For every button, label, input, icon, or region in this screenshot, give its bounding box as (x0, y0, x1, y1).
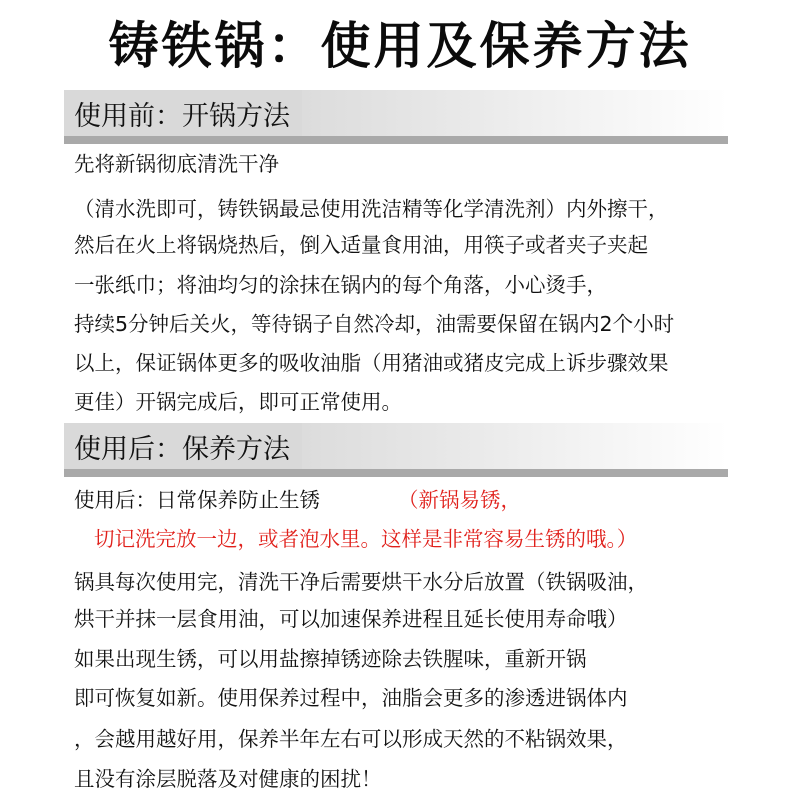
text-line: 更佳）开锅完成后，即可正常使用。 (74, 390, 402, 414)
section-divider (64, 469, 728, 477)
text-line: 且没有涂层脱落及对健康的困扰！ (74, 767, 382, 791)
warning-text: （新锅易锈， (398, 488, 521, 512)
page-title: 铸铁锅：使用及保养方法 (108, 16, 692, 75)
section-heading: 使用前：开锅方法 (64, 90, 302, 144)
text-line: 一张纸巾；将油均匀的涂抹在锅内的每个角落，小心烫手， (74, 273, 607, 297)
text-line: 先将新锅彻底清洗干净 (74, 152, 279, 176)
text-line: 烘干并抹一层食用油，可以加速保养进程且延长使用寿命哦） (74, 607, 628, 631)
text-line: 如果出现生锈，可以用盐擦掉锈迹除去铁腥味，重新开锅 (74, 647, 587, 671)
text-line: （清水洗即可，铸铁锅最忌使用洗洁精等化学清洗剂）内外擦干， (74, 197, 669, 221)
section-header-after-use (64, 423, 728, 477)
text-line: ，会越用越好用，保养半年左右可以形成天然的不粘锅效果， (74, 727, 628, 751)
text-line: 使用后：日常保养防止生锈 (74, 488, 320, 512)
section-header-before-use (64, 90, 728, 144)
section-heading: 使用后：保养方法 (64, 423, 302, 477)
warning-text: 切记洗完放一边，或者泡水里。这样是非常容易生锈的哦。） (94, 527, 638, 551)
text-line: 然后在火上将锅烧热后，倒入适量食用油，用筷子或者夹子夹起 (74, 233, 648, 257)
text-line: 以上，保证锅体更多的吸收油脂（用猪油或猪皮完成上诉步骤效果 (74, 351, 669, 375)
text-line: 即可恢复如新。使用保养过程中，油脂会更多的渗透进锅体内 (74, 686, 628, 710)
section-divider (64, 136, 728, 144)
text-line: 锅具每次使用完，清洗干净后需要烘干水分后放置（铁锅吸油， (74, 570, 648, 594)
text-line: 持续5分钟后关火，等待锅子自然冷却，油需要保留在锅内2个小时 (74, 312, 675, 336)
